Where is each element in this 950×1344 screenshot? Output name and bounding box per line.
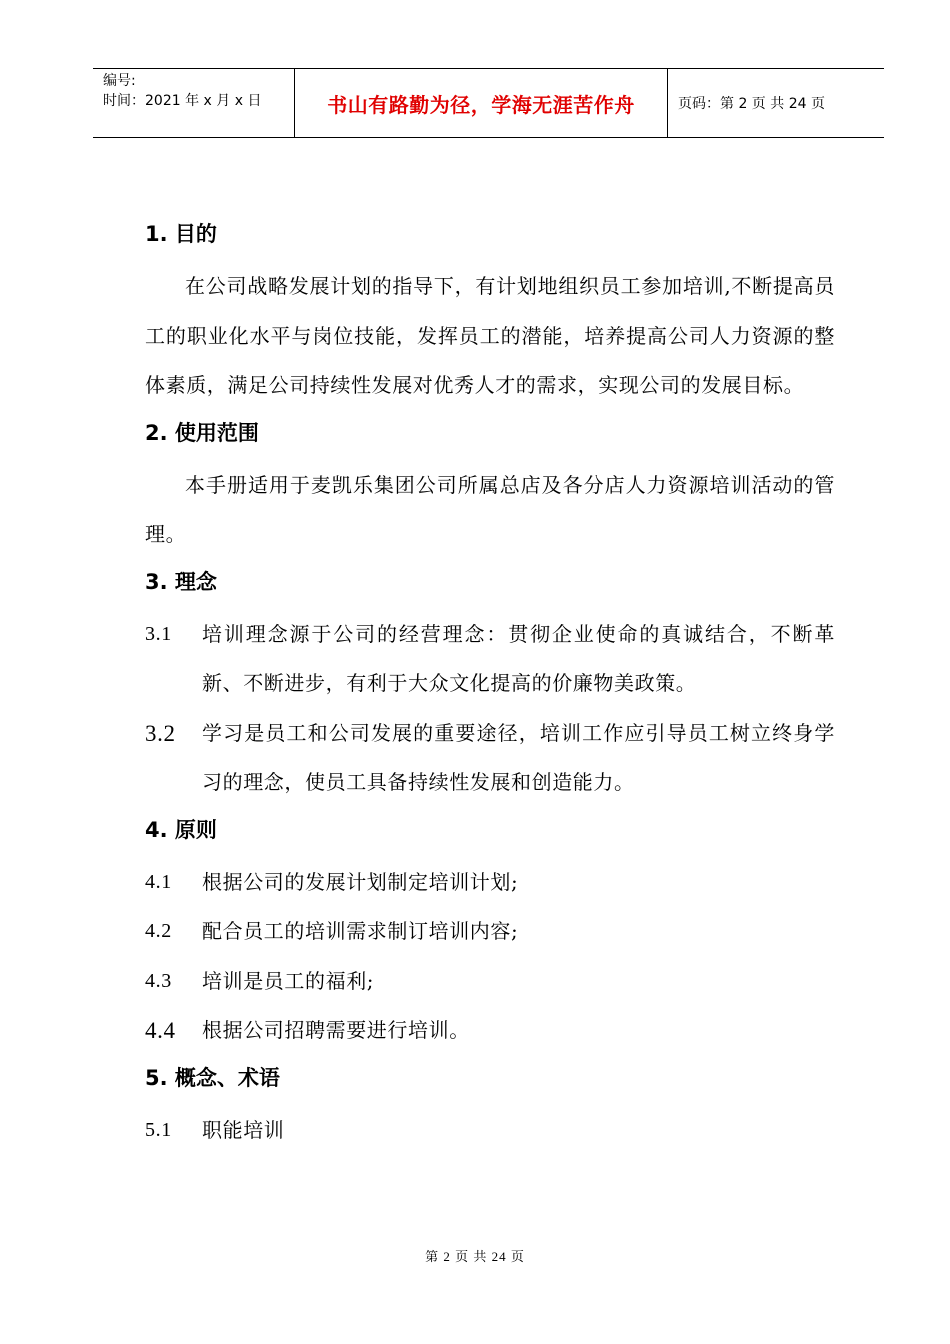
header-meta-cell <box>93 69 295 137</box>
item-number: 3.2 <box>145 720 176 746</box>
item-number: 4.2 <box>145 920 172 942</box>
section-heading-philosophy: 3. 理念 <box>145 569 217 594</box>
section-heading-principles: 4. 原则 <box>145 817 217 842</box>
page-info: 页码：第 2 页 共 24 页 <box>678 96 825 112</box>
list-item <box>145 907 835 957</box>
section-paragraph-purpose: 在公司战略发展计划的指导下，有计划地组织员工参加培训,不断提高员工的职业化水平与岗位技能，发挥员工的潜能，培养提高公司人力资源的整体素质，满足公司持续性发展对优秀人才的需求，实现公司的发展目标。 <box>145 274 835 397</box>
header-motto-cell <box>295 69 668 137</box>
document-header <box>93 68 884 138</box>
header-page-cell <box>668 69 884 137</box>
item-number: 4.3 <box>145 969 172 992</box>
section-paragraph-scope: 本手册适用于麦凯乐集团公司所属总店及各分店人力资源培训活动的管理。 <box>145 472 835 546</box>
section-heading-terms: 5. 概念、术语 <box>145 1065 280 1090</box>
time-label: 时间：2021 年 x 月 x 日 <box>103 93 262 109</box>
page-footer: 第 2 页 共 24 页 <box>425 1249 525 1264</box>
section-heading-purpose: 1. 目的 <box>145 222 217 246</box>
item-text: 学习是员工和公司发展的重要途径，培训工作应引导员工树立终身学习的理念，使员工具备持续性发展和创造能力。 <box>202 720 835 794</box>
section-heading-scope: 2. 使用范围 <box>145 420 259 445</box>
item-number: 5.1 <box>145 1118 172 1141</box>
list-item <box>145 1106 835 1156</box>
motto-text: 书山有路勤为径，学海无涯苦作舟 <box>327 92 635 117</box>
list-item <box>145 1006 835 1056</box>
item-text: 职能培训 <box>202 1117 285 1142</box>
list-item <box>145 709 835 808</box>
item-text: 配合员工的培训需求制订培训内容; <box>202 919 519 943</box>
item-text: 根据公司的发展计划制定培训计划; <box>202 869 519 894</box>
item-text: 培训理念源于公司的经营理念：贯彻企业使命的真诚结合，不断革新、不断进步，有利于大众文化提高的价廉物美政策。 <box>202 621 835 695</box>
list-item <box>145 957 835 1007</box>
list-item <box>145 610 835 709</box>
list-item <box>145 858 835 908</box>
code-label: 编号: <box>103 73 136 89</box>
document-body <box>145 212 835 1155</box>
item-number: 4.1 <box>145 870 172 893</box>
item-number: 4.4 <box>145 1018 176 1043</box>
item-text: 根据公司招聘需要进行培训。 <box>202 1018 470 1042</box>
item-number: 3.1 <box>145 622 172 645</box>
item-text: 培训是员工的福利; <box>202 968 375 993</box>
